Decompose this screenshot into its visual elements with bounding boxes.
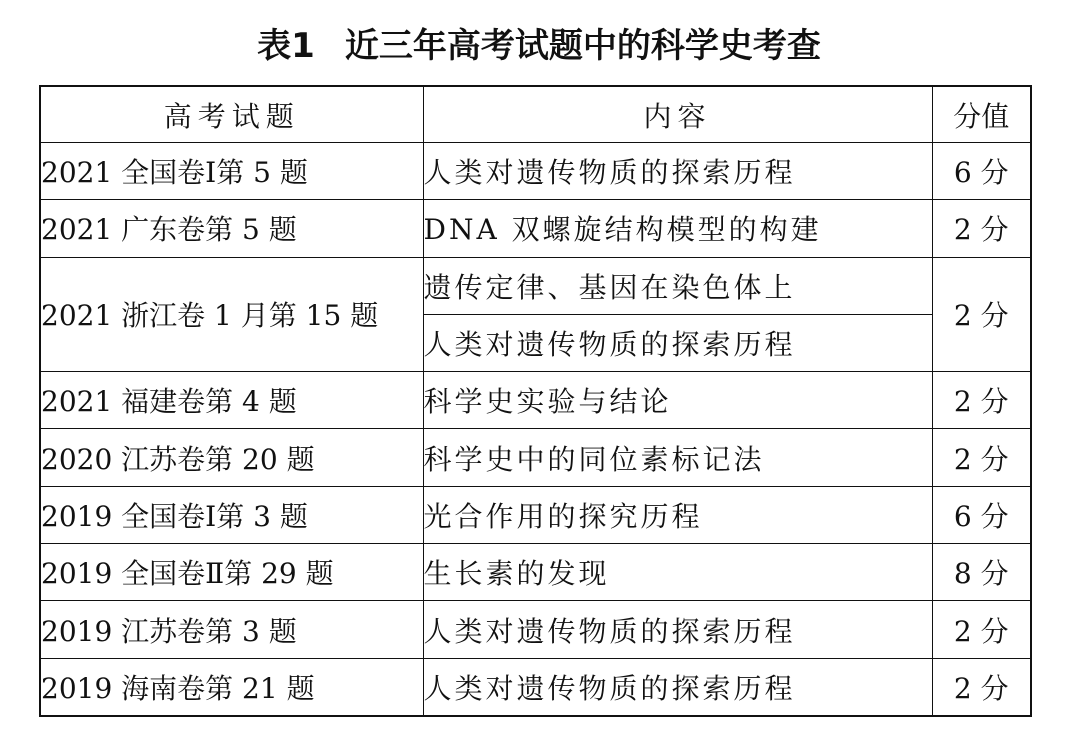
exam-cell: 2019 全国卷Ⅰ第 3 题 xyxy=(40,486,423,543)
header-row xyxy=(40,86,1031,143)
table-row xyxy=(40,200,1031,257)
content-cell: DNA 双螺旋结构模型的构建 xyxy=(423,200,932,257)
table-row xyxy=(40,372,1031,429)
table-body xyxy=(40,143,1031,717)
score-cell: 2 分 xyxy=(932,429,1031,486)
content-cell: 科学史实验与结论 xyxy=(423,372,932,429)
table-title: 近三年高考试题中的科学史考查 xyxy=(344,26,821,66)
table-row xyxy=(40,143,1031,200)
table-caption xyxy=(0,20,1078,72)
header-score: 分值 xyxy=(932,86,1031,143)
table-row xyxy=(40,429,1031,486)
score-cell: 2 分 xyxy=(932,372,1031,429)
table-row xyxy=(40,601,1031,658)
content-cell: 光合作用的探究历程 xyxy=(423,486,932,543)
content-cell: 人类对遗传物质的探索历程 xyxy=(423,314,932,371)
content-cell: 人类对遗传物质的探索历程 xyxy=(423,143,932,200)
science-history-table xyxy=(39,85,1032,717)
content-cell: 人类对遗传物质的探索历程 xyxy=(423,601,932,658)
exam-cell: 2021 福建卷第 4 题 xyxy=(40,372,423,429)
exam-cell: 2021 浙江卷 1 月第 15 题 xyxy=(40,257,423,372)
score-cell: 2 分 xyxy=(932,257,1031,372)
table-number: 表1 xyxy=(257,26,315,66)
exam-cell: 2019 全国卷Ⅱ第 29 题 xyxy=(40,544,423,601)
table-row xyxy=(40,486,1031,543)
score-cell: 6 分 xyxy=(932,143,1031,200)
score-cell: 2 分 xyxy=(932,200,1031,257)
content-cell: 遗传定律、基因在染色体上 xyxy=(423,257,932,314)
score-cell: 2 分 xyxy=(932,601,1031,658)
header-content: 内容 xyxy=(423,86,932,143)
score-cell: 2 分 xyxy=(932,658,1031,716)
exam-cell: 2019 江苏卷第 3 题 xyxy=(40,601,423,658)
content-cell: 生长素的发现 xyxy=(423,544,932,601)
content-cell: 人类对遗传物质的探索历程 xyxy=(423,658,932,716)
content-cell: 科学史中的同位素标记法 xyxy=(423,429,932,486)
exam-cell: 2021 广东卷第 5 题 xyxy=(40,200,423,257)
score-cell: 8 分 xyxy=(932,544,1031,601)
table-row xyxy=(40,257,1031,314)
score-cell: 6 分 xyxy=(932,486,1031,543)
table-row xyxy=(40,544,1031,601)
table-row xyxy=(40,658,1031,716)
exam-cell: 2020 江苏卷第 20 题 xyxy=(40,429,423,486)
exam-cell: 2021 全国卷Ⅰ第 5 题 xyxy=(40,143,423,200)
exam-cell: 2019 海南卷第 21 题 xyxy=(40,658,423,716)
header-exam: 高考试题 xyxy=(40,86,423,143)
